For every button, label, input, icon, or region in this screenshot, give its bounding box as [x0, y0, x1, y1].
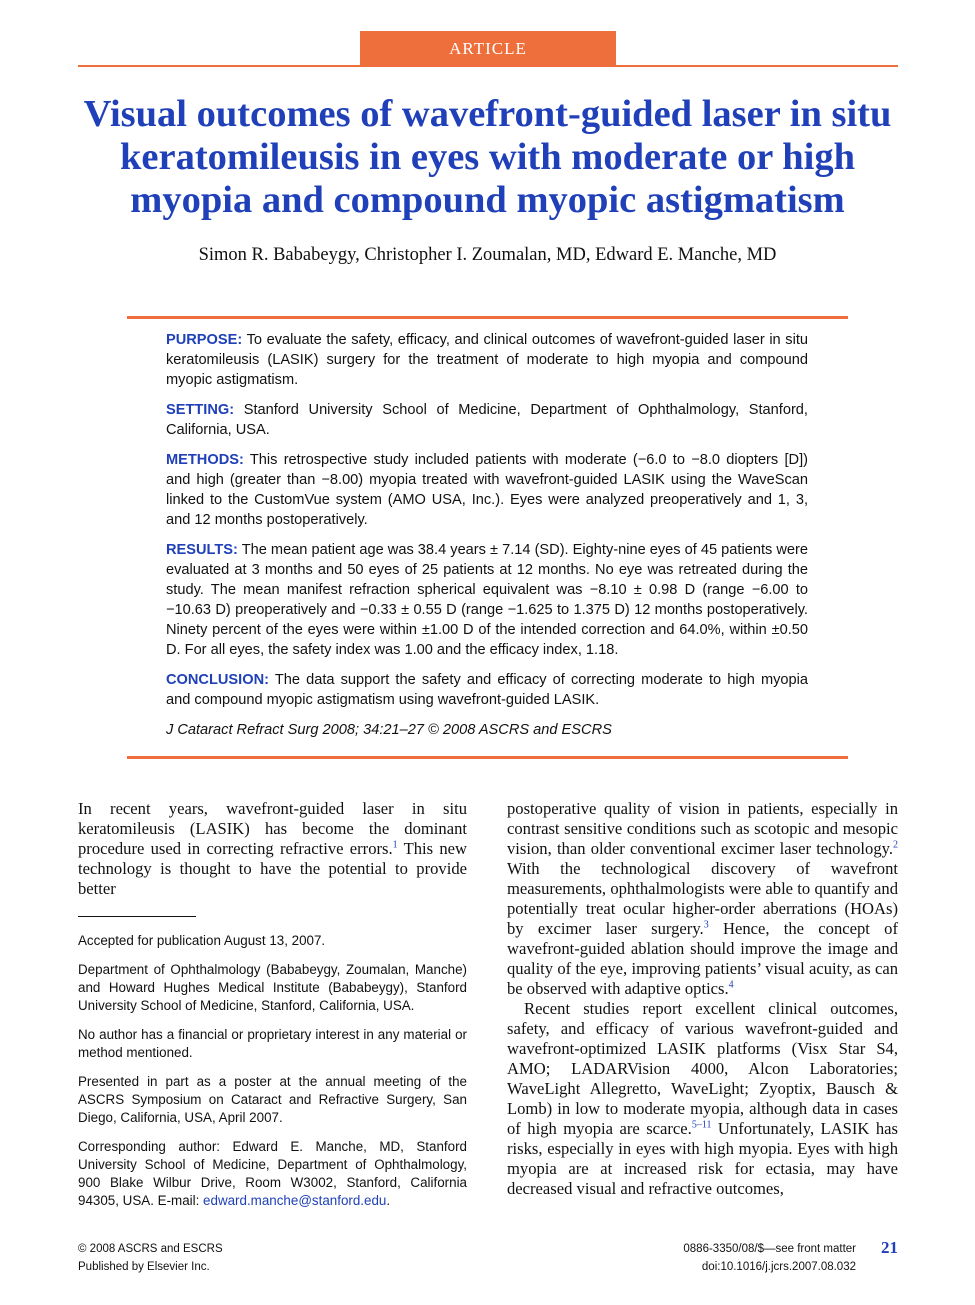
setting-text: Stanford University School of Medicine, Department of Ophthalmology, Stanford, California, USA. [166, 402, 808, 438]
abstract-results [166, 540, 808, 660]
footnote-accepted: Accepted for publication August 13, 2007. [78, 933, 326, 948]
footnote-presented: Presented in part as a poster at the annual meeting of the ASCRS Symposium on Cataract and Refractive Surgery, San Diego, California, USA, April 2007. [78, 1074, 467, 1125]
article-type-tab: ARTICLE [360, 31, 616, 65]
body-text-2b: Unfortunately, LASIK has risks, especially in eyes with high myopia. Eyes with high myopia are at increased risk for ectasia, may have decreased visual and refractive outcomes, [507, 1119, 898, 1198]
abstract-conclusion [166, 670, 808, 710]
abstract [166, 330, 808, 750]
header-rule [78, 65, 898, 67]
corresponding-end: . [386, 1193, 391, 1208]
methods-text: This retrospective study included patients with moderate (−6.0 to −8.0 diopters [D]) and high (greater than −8.00) myopia treated with wavefront-guided LASIK using the WaveScan linked to the CustomVue system (AMO USA, Inc.). Eyes were analyzed preoperatively and 1, 3, and 12 months postoperatively. [166, 452, 808, 528]
abstract-methods [166, 450, 808, 530]
body-column-left [78, 799, 467, 899]
body-paragraph-2 [507, 999, 898, 1199]
footnote-rule [78, 916, 196, 917]
footer-issn: 0886-3350/08/$—see front matter [683, 1243, 856, 1255]
conclusion-label: CONCLUSION: [166, 672, 269, 688]
intro-text-b: This new technology is thought to have the potential to provide better [78, 839, 467, 898]
body-text-1c: Hence, the concept of wavefront-guided ablation should improve the image and quality of the eye, improving patients’ visual acuity, as can be observed with adaptive optics. [507, 919, 898, 998]
body-text-1a: postoperative quality of vision in patients, especially in contrast sensitive conditions such as scotopic and mesopic vision, than older conventional excimer laser technology. [507, 799, 898, 858]
methods-label: METHODS: [166, 452, 244, 468]
ref-4[interactable]: 4 [728, 979, 734, 991]
ref-1[interactable]: 1 [392, 839, 398, 851]
abstract-purpose [166, 330, 808, 390]
purpose-label: PURPOSE: [166, 332, 243, 348]
intro-text-a: In recent years, wavefront-guided laser in situ keratomileusis (LASIK) has become the dominant procedure used in correcting refractive errors. [78, 799, 467, 858]
abstract-top-rule [127, 316, 848, 319]
ref-3[interactable]: 3 [703, 919, 709, 931]
page-number: 21 [881, 1238, 898, 1257]
footnote-corresponding [78, 1138, 467, 1210]
purpose-text: To evaluate the safety, efficacy, and clinical outcomes of wavefront-guided laser in situ keratomileusis (LASIK) surgery for the treatment of moderate to high myopia and compound myopic astigmatism. [166, 332, 808, 388]
body-paragraph-1 [507, 799, 898, 999]
conclusion-text: The data support the safety and efficacy of correcting moderate to high myopia and compound myopic astigmatism using wavefront-guided LASIK. [166, 672, 808, 708]
footer-copyright: © 2008 ASCRS and ESCRS [78, 1243, 223, 1255]
journal-citation: J Cataract Refract Surg 2008; 34:21–27 © 2008 ASCRS and ESCRS [166, 722, 612, 738]
footnote-disclosure: No author has a financial or proprietary interest in any material or method mentioned. [78, 1027, 467, 1060]
abstract-bottom-rule [127, 756, 848, 759]
author-list: Simon R. Bababeygy, Christopher I. Zoumalan, MD, Edward E. Manche, MD [198, 245, 777, 265]
body-column-right [507, 799, 898, 1199]
footnote-affiliation: Department of Ophthalmology (Bababeygy, Zoumalan, Manche) and Howard Hughes Medical Institute (Bababeygy), Stanford University School of Medicine, Stanford, California, USA. [78, 962, 467, 1013]
results-label: RESULTS: [166, 542, 238, 558]
body-text-2a: Recent studies report excellent clinical outcomes, safety, and efficacy of various wavefront-guided and wavefront-optimized LASIK platforms (Visx Star S4, AMO; LADARVision 4000, Alcon Laboratories; WaveLight Allegretto, WaveLight; Zyoptix, Bausch & Lomb) in low to moderate myopia, although data in cases of high myopia are scarce. [507, 999, 898, 1138]
email-link[interactable]: edward.manche@stanford.edu [203, 1193, 387, 1208]
footer-doi[interactable]: doi:10.1016/j.jcrs.2007.08.032 [701, 1261, 856, 1273]
results-text: The mean patient age was 38.4 years ± 7.14 (SD). Eighty-nine eyes of 45 patients were evaluated at 3 months and 50 eyes of 25 patients at 12 months. No eye was retreated during the study. The mean manifest refraction spherical equivalent was −8.10 ± 0.98 D (range −6.00 to −10.63 D) preoperatively and −0.33 ± 0.55 D (range −1.625 to 1.375 D) 12 months postoperatively. Ninety percent of the eyes were within ±1.00 D of the intended correction and 64.0%, within ±0.50 D. For all eyes, the safety index was 1.00 and the efficacy index, 1.18. [166, 542, 808, 658]
intro-paragraph [78, 799, 467, 899]
body-text-1b: With the technological discovery of wavefront measurements, ophthalmologists were able to quantify and potentially treat ocular higher-order aberrations (HOAs) by excimer laser surgery. [507, 859, 898, 938]
setting-label: SETTING: [166, 402, 235, 418]
abstract-setting [166, 400, 808, 440]
footnotes [78, 932, 467, 1221]
footer-publisher: Published by Elsevier Inc. [78, 1261, 210, 1273]
ref-2[interactable]: 2 [893, 839, 898, 851]
article-title: Visual outcomes of wavefront-guided laser in situ keratomileusis in eyes with moderate or high myopia and compound myopic astigmatism [83, 93, 892, 221]
ref-5-11[interactable]: 5–11 [691, 1119, 712, 1131]
corresponding-text: Corresponding author: Edward E. Manche, MD, Stanford University School of Medicine, Department of Ophthalmology, 900 Blake Wilbur Drive, Room W3002, Stanford, California 94305, USA. E-mail: [78, 1139, 467, 1208]
